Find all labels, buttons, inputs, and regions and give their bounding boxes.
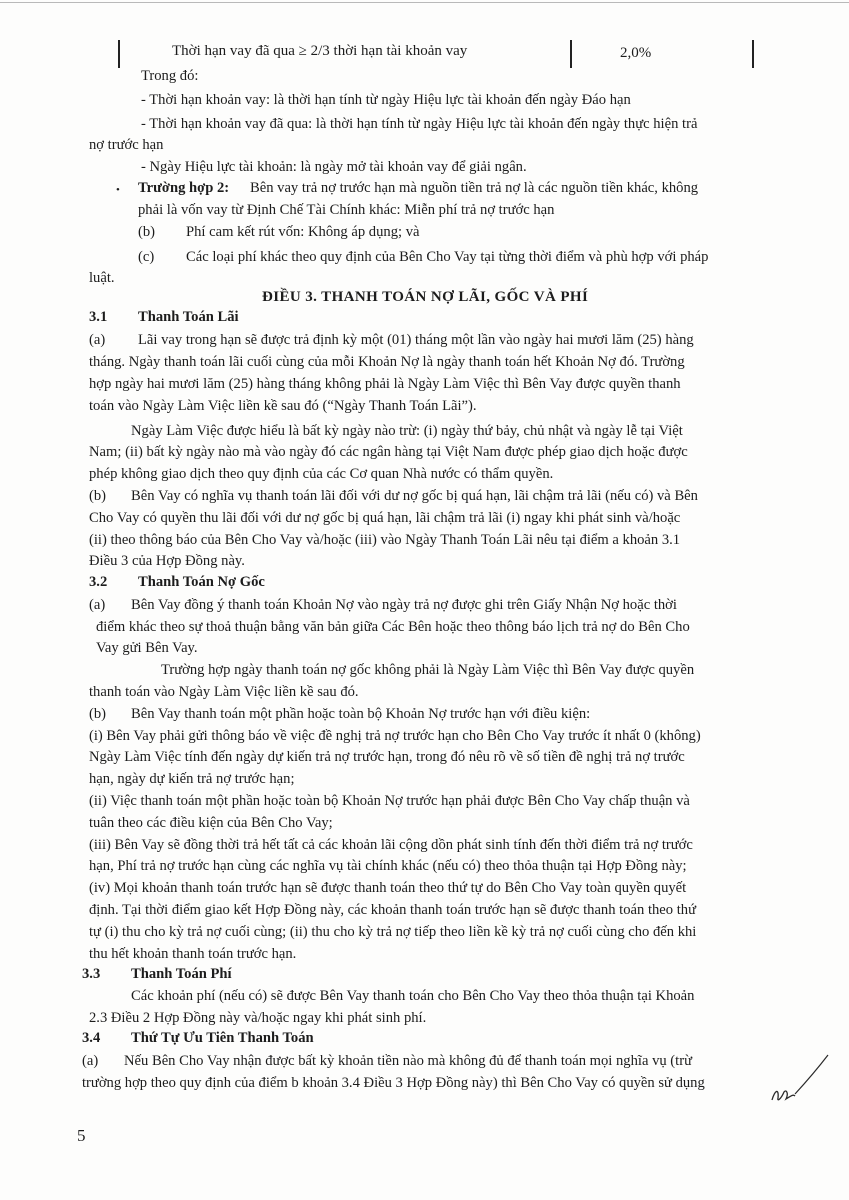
text-line: Bên vay trả nợ trước hạn mà nguồn tiền trả nợ là các nguồn tiền khác, không	[250, 180, 699, 196]
text-line: (b)	[89, 706, 107, 722]
text-line: Lãi vay trong hạn sẽ được trả định kỳ một (01) tháng một lần vào ngày hai mươi lăm (25) hàng	[138, 332, 694, 348]
text-line: (b)	[138, 224, 156, 240]
signature-mark	[762, 1052, 834, 1106]
page-number: 5	[77, 1126, 86, 1145]
text-line: phải là vốn vay từ Định Chế Tài Chính khác: Miễn phí trả nợ trước hạn	[138, 202, 555, 218]
text-line: (b)	[89, 488, 107, 504]
text-line: thanh toán vào Ngày Làm Việc liền kề sau đó.	[89, 684, 359, 700]
text-line: hợp ngày hai mươi lăm (25) hàng tháng không phải là Ngày Làm Việc thì Bên Vay được quyền thanh	[89, 376, 681, 392]
top-edge-line	[0, 2, 849, 3]
text-line: Trường hợp ngày thanh toán nợ gốc không phải là Ngày Làm Việc thì Bên Vay được quyền	[161, 662, 695, 678]
section-heading: Thanh Toán Nợ Gốc	[138, 574, 265, 590]
text-line: Các khoản phí (nếu có) sẽ được Bên Vay thanh toán cho Bên Cho Vay theo thỏa thuận tại Khoản	[131, 988, 695, 1004]
text-line: Nếu Bên Cho Vay nhận được bất kỳ khoản tiền nào mà không đủ để thanh toán mọi nghĩa vụ (trừ	[124, 1053, 692, 1069]
text-line: nợ trước hạn	[89, 137, 164, 153]
text-line: Bên Vay đồng ý thanh toán Khoản Nợ vào ngày trả nợ được ghi trên Giấy Nhận Nợ hoặc thời	[131, 597, 677, 613]
table-border-left	[118, 40, 120, 68]
section-heading: Thanh Toán Phí	[131, 966, 232, 982]
text-line: hạn, Phí trả nợ trước hạn cùng các nghĩa vụ tài chính khác (nếu có) theo thỏa thuận tại Hợp Đồng này;	[89, 858, 687, 874]
text-line: (iv) Mọi khoản thanh toán trước hạn sẽ được thanh toán theo thứ tự do Bên Cho Vay toàn quyền quyết	[89, 880, 687, 896]
section-heading: 3.2	[89, 574, 108, 590]
text-line: - Thời hạn khoản vay: là thời hạn tính từ ngày Hiệu lực tài khoản đến ngày Đáo hạn	[141, 92, 631, 108]
text-line: Bên Vay thanh toán một phần hoặc toàn bộ Khoản Nợ trước hạn với điều kiện:	[131, 706, 591, 722]
section-heading: Thanh Toán Lãi	[138, 309, 239, 325]
article-title: ĐIỀU 3. THANH TOÁN NỢ LÃI, GỐC VÀ PHÍ	[262, 289, 589, 305]
text-line: trường hợp theo quy định của điểm b khoản 3.4 Điều 3 Hợp Đồng này) thì Bên Cho Vay có quyền sử dụng	[82, 1075, 705, 1091]
text-line: thu hết khoản thanh toán trước hạn.	[89, 946, 297, 962]
text-line: - Thời hạn khoản vay đã qua: là thời hạn tính từ ngày Hiệu lực tài khoản đến ngày thực hiện trả	[141, 116, 698, 132]
text-line: (ii) theo thông báo của Bên Cho Vay và/hoặc (iii) vào Ngày Thanh Toán Lãi nêu tại điểm a khoản 3.1	[89, 532, 681, 548]
text-line: tháng. Ngày thanh toán lãi cuối cùng của mỗi Khoản Nợ là ngày thanh toán hết Khoản Nợ đó. Trường	[89, 354, 685, 370]
text-line: Vay gửi Bên Vay.	[96, 640, 198, 656]
text-line: 2.3 Điều 2 Hợp Đồng này và/hoặc ngay khi phát sinh phí.	[89, 1010, 427, 1026]
text-line: tuân theo các điều kiện của Bên Cho Vay;	[89, 815, 333, 831]
text-line: (a)	[82, 1053, 99, 1069]
table-cell-value: 2,0%	[620, 45, 652, 61]
text-line: (i) Bên Vay phải gửi thông báo về việc đề nghị trả nợ trước hạn cho Bên Cho Vay trước ít nhất 0 (không)	[89, 728, 701, 744]
text-line: hạn, ngày dự kiến trả nợ trước hạn;	[89, 771, 295, 787]
text-line: toán vào Ngày Làm Việc liền kề sau đó (“Ngày Thanh Toán Lãi”).	[89, 398, 477, 414]
text-line: tự (i) thu cho kỳ trả nợ cuối cùng; (ii) thu cho kỳ trả nợ tiếp theo liền kề kỳ trả nợ cuối cùng cho đến khi	[89, 924, 697, 940]
text-line: (ii) Việc thanh toán một phần hoặc toàn bộ Khoản Nợ trước hạn phải được Bên Cho Vay chấp thuận và	[89, 793, 690, 809]
text-line: điểm khác theo sự thoả thuận bằng văn bản giữa Các Bên hoặc theo thông báo lịch trả nợ do Bên Cho	[96, 619, 690, 635]
section-heading: 3.1	[89, 309, 108, 325]
text-line: Cho Vay có quyền thu lãi đối với dư nợ gốc bị quá hạn, lãi chậm trả lãi (i) ngay khi phát sinh và/hoặc	[89, 510, 681, 526]
text-line: Điều 3 của Hợp Đồng này.	[89, 553, 245, 569]
section-heading: Trường hợp 2:	[138, 180, 230, 196]
text-line: Các loại phí khác theo quy định của Bên Cho Vay tại từng thời điểm và phù hợp với pháp	[186, 249, 709, 265]
text-line: (c)	[138, 249, 155, 265]
fee-table-row	[118, 40, 754, 68]
text-line: Phí cam kết rút vốn: Không áp dụng; và	[186, 224, 420, 240]
text-line: phép không giao dịch theo quy định của các Cơ quan Nhà nước có thẩm quyền.	[89, 466, 554, 482]
bullet-icon: •	[116, 184, 120, 196]
text-line: Ngày Làm Việc được hiểu là bất kỳ ngày nào trừ: (i) ngày thứ bảy, chủ nhật và ngày lễ tại Việt	[131, 423, 683, 439]
text-line: (a)	[89, 332, 106, 348]
text-line: Nam; (ii) bất kỳ ngày nào mà vào ngày đó các ngân hàng tại Việt Nam được phép giao dịch hoặc được	[89, 444, 688, 460]
text-line: Ngày Làm Việc tính đến ngày dự kiến trả nợ trước hạn, trong đó nêu rõ về số tiền đề nghị trả nợ trước	[89, 749, 685, 765]
table-border-right	[752, 40, 754, 68]
text-line: (a)	[89, 597, 106, 613]
text-line: (iii) Bên Vay sẽ đồng thời trả hết tất cả các khoản lãi cộng dồn phát sinh tính đến thời điểm trả nợ trước	[89, 837, 693, 853]
section-heading: 3.4	[82, 1030, 101, 1046]
section-heading: Thứ Tự Ưu Tiên Thanh Toán	[131, 1030, 314, 1046]
text-line: Bên Vay có nghĩa vụ thanh toán lãi đối với dư nợ gốc bị quá hạn, lãi chậm trả lãi (nếu có) và Bên	[131, 488, 698, 504]
text-line: luật.	[89, 270, 115, 286]
table-border-middle	[570, 40, 572, 68]
section-heading: 3.3	[82, 966, 101, 982]
text-line: - Ngày Hiệu lực tài khoản: là ngày mở tài khoản vay để giải ngân.	[141, 159, 527, 175]
text-line: Trong đó:	[141, 68, 199, 84]
table-cell-label: Thời hạn vay đã qua ≥ 2/3 thời hạn tài khoản vay	[172, 43, 468, 59]
text-line: định. Tại thời điểm giao kết Hợp Đồng này, các khoản thanh toán trước hạn sẽ được thanh toán theo thứ	[89, 902, 696, 918]
